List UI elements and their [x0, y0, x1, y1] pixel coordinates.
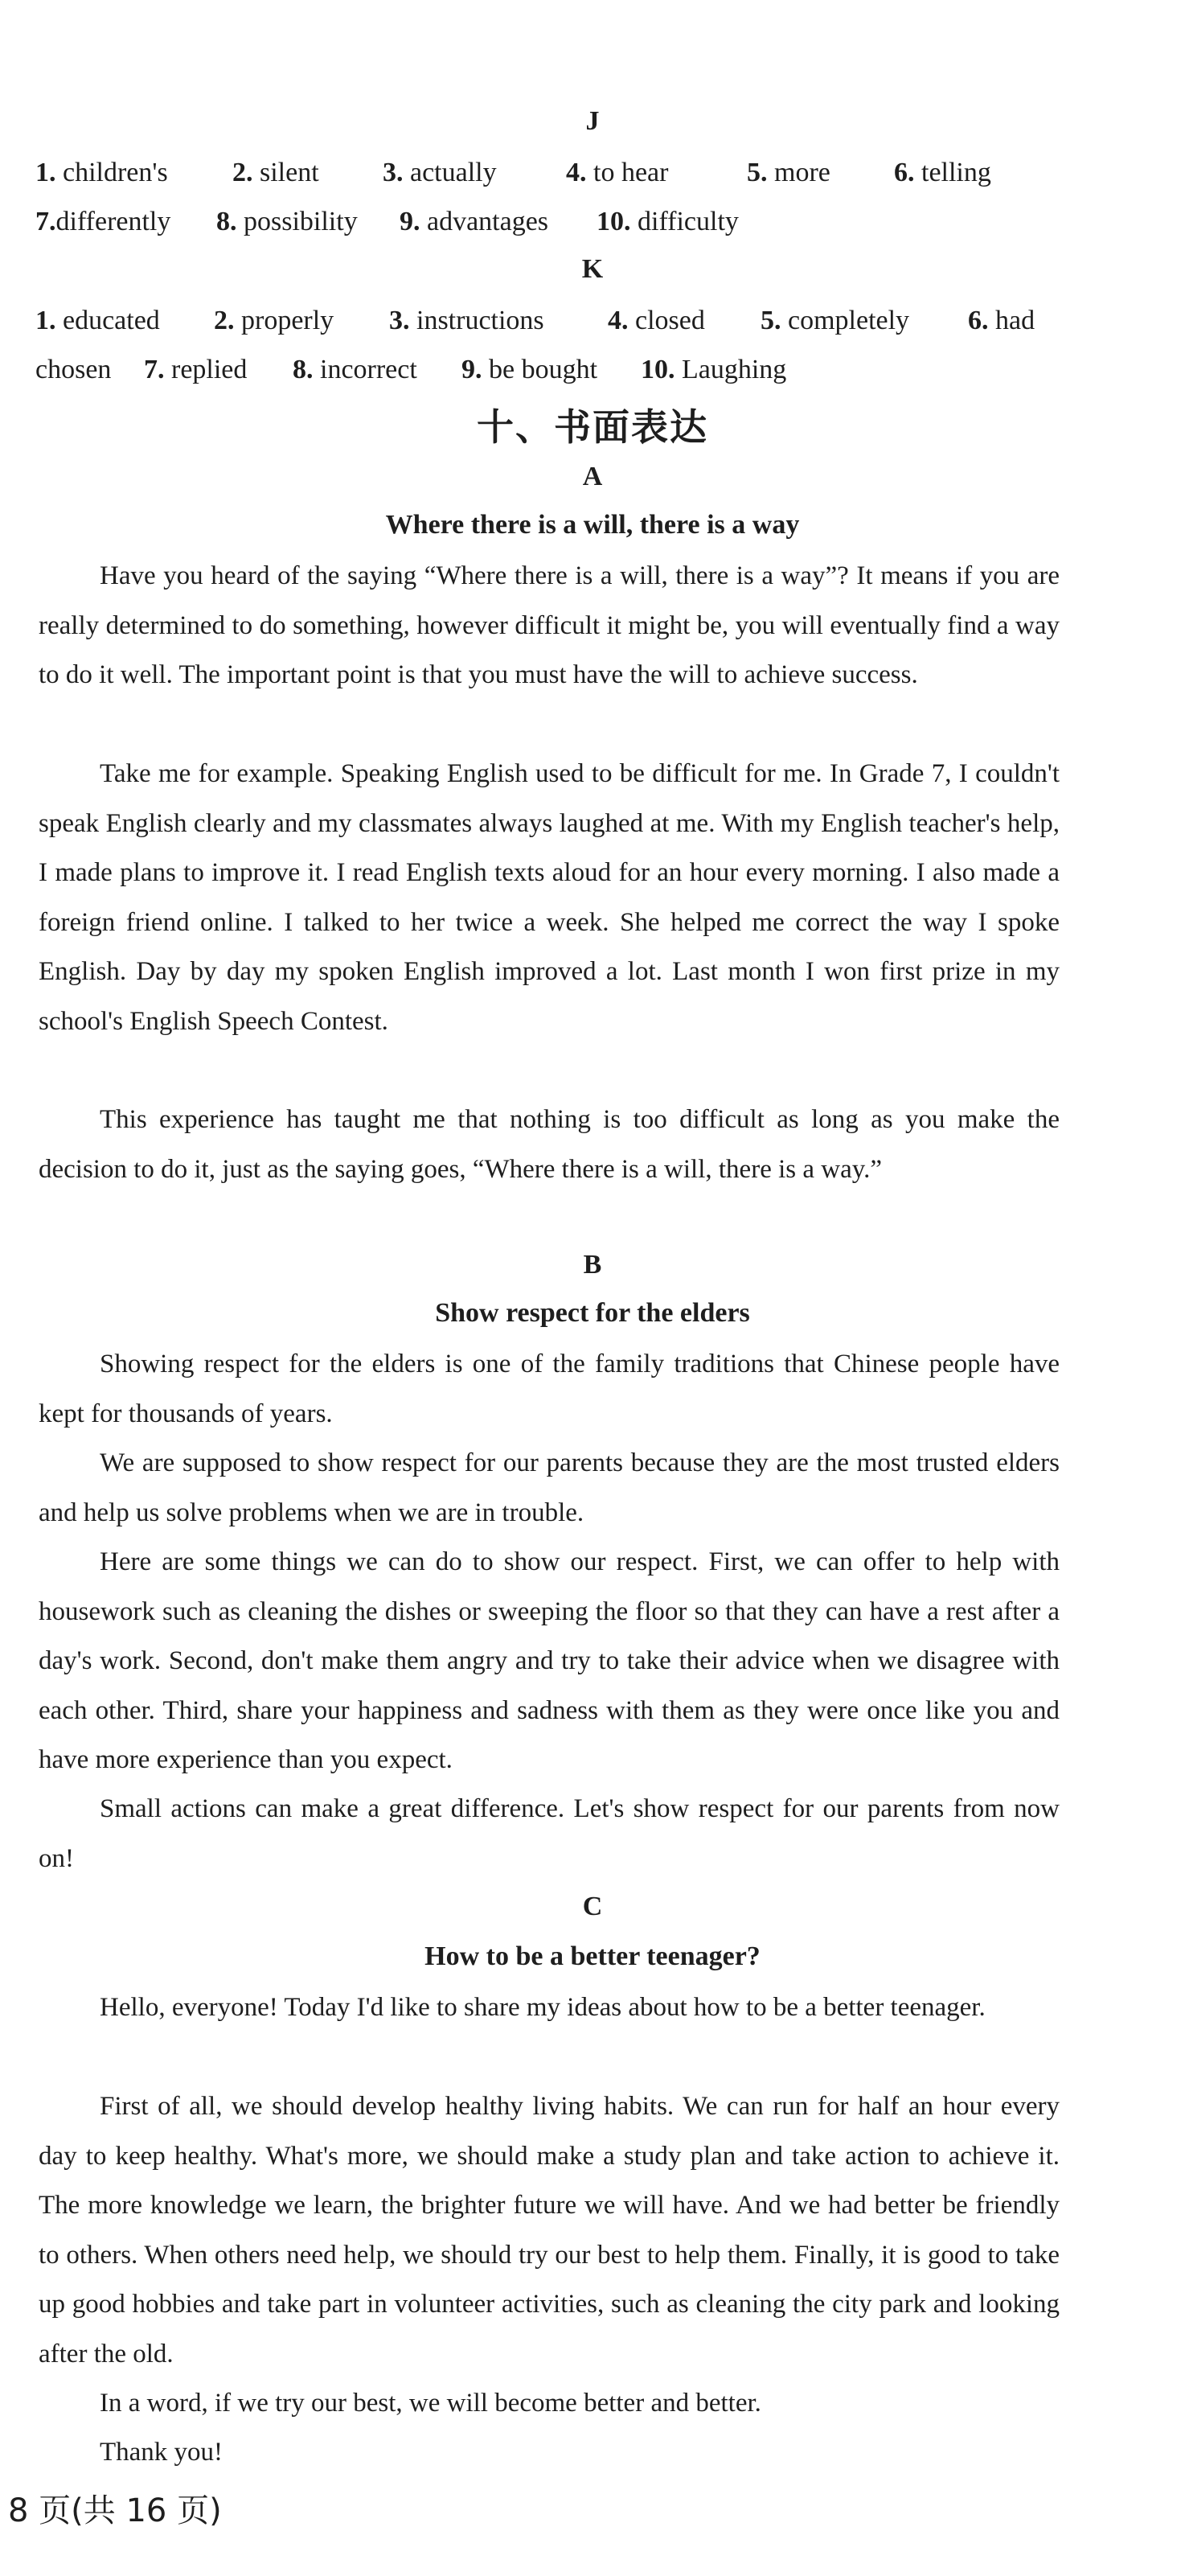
answer-item: 7.differently: [35, 207, 171, 236]
essay-b-paragraph: Here are some things we can do to show our respect. First, we can offer to help with housework such as cleaning the dishes or sweeping the floor so that they can have a rest after a day's work. Second, don't make them angry and try to take their advice when we disagree with each other. Third, share your happiness and sadness with them as they were once like you and have more experience than you expect.: [39, 1547, 1060, 1774]
section-j-heading: J: [585, 106, 600, 136]
answer-item: 6. had: [968, 306, 1035, 335]
answer-item: 4. closed: [608, 306, 705, 335]
essay-a-paragraph: Take me for example. Speaking English used to be difficult for me. In Grade 7, I couldn't speak English clearly and my classmates always laughed at me. With my English teacher's help, I made plans to improve it. I read English texts aloud for an hour every morning. I also made a foreign friend online. I talked to her twice a week. She helped me correct the way I spoke English. Day by day my spoken English improved a lot. Last month I won first prize in my school's English Speech Contest.: [39, 759, 1060, 1036]
essay-a-paragraph: Have you heard of the saying “Where there is a will, there is a way”? It means if you are really determined to do something, however difficult it might be, you will eventually find a way to do it well. The important point is that you must have the will to achieve success.: [39, 561, 1060, 689]
essay-a-paragraph: This experience has taught me that nothing is too difficult as long as you make the decision to do it, just as the saying goes, “Where there is a will, there is a way.”: [39, 1105, 1060, 1184]
answer-item: 1. educated: [35, 306, 160, 335]
answer-item: 2. silent: [232, 158, 319, 187]
page-number: 8 页(共 16 页): [8, 2492, 222, 2529]
answer-item: 3. instructions: [389, 306, 544, 335]
answer-item: 9. advantages: [400, 207, 549, 236]
essay-b-paragraph: We are supposed to show respect for our parents because they are the most trusted elders and help us solve problems when we are in trouble.: [39, 1448, 1060, 1527]
essay-c-paragraph: Hello, everyone! Today I'd like to share my ideas about how to be a better teenager.: [100, 1993, 986, 2022]
answer-item: 1. children's: [35, 158, 168, 187]
answer-item: 9. be bought: [461, 355, 598, 384]
essay-c-paragraph: Thank you!: [100, 2438, 223, 2467]
answer-item: 8. possibility: [216, 207, 358, 236]
answer-item: 3. actually: [383, 158, 497, 187]
answer-item: 8. incorrect: [293, 355, 417, 384]
section-k-heading: K: [581, 254, 604, 284]
section-ten-title: 十、书面表达: [477, 405, 708, 449]
answer-item: 2. properly: [214, 306, 334, 335]
essay-b-title: Show respect for the elders: [435, 1298, 750, 1328]
answer-item: 4. to hear: [566, 158, 669, 187]
answer-word: chosen: [35, 355, 112, 384]
answer-item: 10. difficulty: [597, 207, 739, 236]
answer-item: 7. replied: [144, 355, 248, 384]
essay-c-paragraph: First of all, we should develop healthy living habits. We can run for half an hour every day to keep healthy. What's more, we should make a study plan and take action to achieve it. The more knowledge we learn, the brighter future we will have. And we had better be friendly to others. When others need help, we should try our best to help them. Finally, it is good to take up good hobbies and take part in volunteer activities, such as cleaning the city park and looking after the old.: [39, 2092, 1060, 2369]
essay-c-label: C: [582, 1892, 603, 1921]
essay-a-title: Where there is a will, there is a way: [385, 510, 800, 540]
answer-item: 5. more: [747, 158, 830, 187]
essay-b-label: B: [583, 1250, 602, 1280]
essay-b-paragraph: Small actions can make a great difference. Let's show respect for our parents from now on!: [39, 1794, 1060, 1873]
answer-item: 5. completely: [761, 306, 910, 335]
answer-item: 6. telling: [894, 158, 991, 187]
essay-c-paragraph: In a word, if we try our best, we will become better and better.: [100, 2389, 761, 2418]
essay-b-paragraph: Showing respect for the elders is one of the family traditions that Chinese people have kept for thousands of years.: [39, 1350, 1060, 1428]
answer-item: 10. Laughing: [641, 355, 787, 384]
essay-a-label: A: [582, 462, 603, 491]
essay-c-title: How to be a better teenager?: [424, 1941, 761, 1971]
